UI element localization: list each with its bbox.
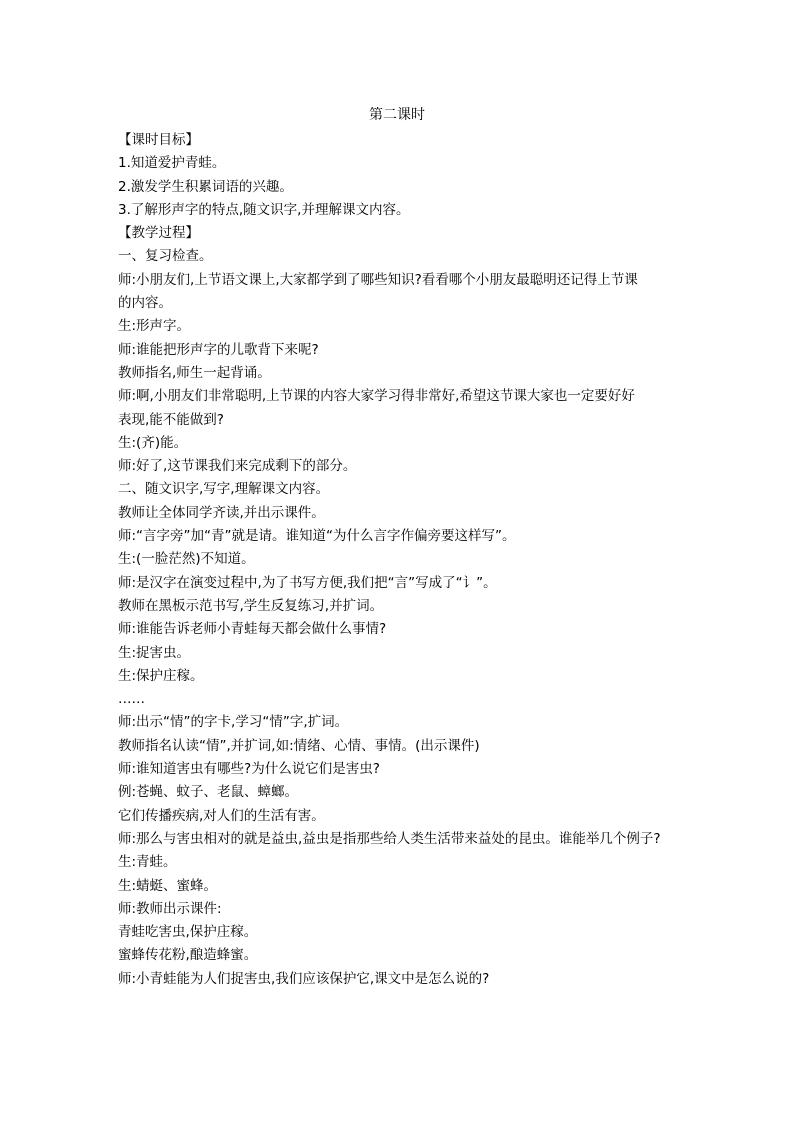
- paragraph-line: 生:(齐)能。: [118, 434, 188, 451]
- paragraph-line: 生:捉害虫。: [118, 644, 191, 661]
- paragraph-line: 蜜蜂传花粉,酿造蜂蜜。: [118, 947, 258, 964]
- paragraph-line: 生:形声字。: [118, 318, 191, 335]
- paragraph-line: 师:谁能告诉老师小青蛙每天都会做什么事情?: [118, 621, 387, 638]
- ellipsis-line: ……: [118, 691, 145, 708]
- lesson-body: [118, 129, 678, 991]
- step-heading-review: 一、复习检查。: [118, 248, 213, 265]
- paragraph-line: 教师让全体同学齐读,并出示课件。: [118, 504, 325, 521]
- paragraph-line: 它们传播疾病,对人们的生活有害。: [118, 807, 325, 824]
- paragraph-line: 青蛙吃害虫,保护庄稼。: [118, 924, 258, 941]
- paragraph-line: 师:小朋友们,上节语文课上,大家都学到了哪些知识?看看哪个小朋友最聪明还记得上节课: [118, 271, 638, 288]
- paragraph-line: 师:“言字旁”加“青”就是请。谁知道“为什么言字作偏旁要这样写”。: [118, 528, 516, 545]
- paragraph-line: 师:好了,这节课我们来完成剩下的部分。: [118, 458, 357, 475]
- paragraph-line: 教师指名认读“情”,并扩词,如:情绪、心情、事情。(出示课件): [118, 737, 480, 754]
- step-heading-literacy: 二、随文识字,写字,理解课文内容。: [118, 481, 330, 498]
- paragraph-line: 师:啊,小朋友们非常聪明,上节课的内容大家学习得非常好,希望这节课大家也一定要好好: [118, 388, 635, 405]
- paragraph-line: 生:(一脸茫然)不知道。: [118, 551, 255, 568]
- paragraph-line: 师:那么与害虫相对的就是益虫,益虫是指那些给人类生活带来益处的昆虫。谁能举几个例子?: [118, 830, 661, 847]
- paragraph-line: 例:苍蝇、蚊子、老鼠、蟑螂。: [118, 784, 299, 801]
- objective-2: 2.激发学生积累词语的兴趣。: [118, 178, 293, 195]
- objective-3: 3.了解形声字的特点,随文识字,并理解课文内容。: [118, 201, 410, 218]
- paragraph-line: 教师在黑板示范书写,学生反复练习,并扩词。: [118, 597, 384, 614]
- paragraph-line: 生:青蛙。: [118, 854, 177, 871]
- objective-1: 1.知道爱护青蛙。: [118, 155, 226, 172]
- paragraph-line: 师:教师出示课件:: [118, 900, 222, 917]
- paragraph-line: 表现,能不能做到?: [118, 411, 224, 428]
- page-title: 第二课时: [369, 107, 425, 123]
- paragraph-line: 师:谁能把形声字的儿歌背下来呢?: [118, 341, 319, 358]
- paragraph-line: 师:谁知道害虫有哪些?为什么说它们是害虫?: [118, 761, 380, 778]
- section-heading-process: 【教学过程】: [118, 225, 199, 242]
- paragraph-line: 师:出示“情”的字卡,学习“情”字,扩词。: [118, 714, 349, 731]
- paragraph-line: 师:是汉字在演变过程中,为了书写方便,我们把“言”写成了“讠”。: [118, 574, 497, 591]
- paragraph-line: 师:小青蛙能为人们捉害虫,我们应该保护它,课文中是怎么说的?: [118, 970, 490, 987]
- paragraph-line: 教师指名,师生一起背诵。: [118, 364, 271, 381]
- paragraph-line: 生:蜻蜓、蜜蜂。: [118, 877, 218, 894]
- section-heading-objectives: 【课时目标】: [118, 132, 199, 148]
- paragraph-line: 生:保护庄稼。: [118, 667, 204, 684]
- paragraph-line: 的内容。: [118, 295, 172, 312]
